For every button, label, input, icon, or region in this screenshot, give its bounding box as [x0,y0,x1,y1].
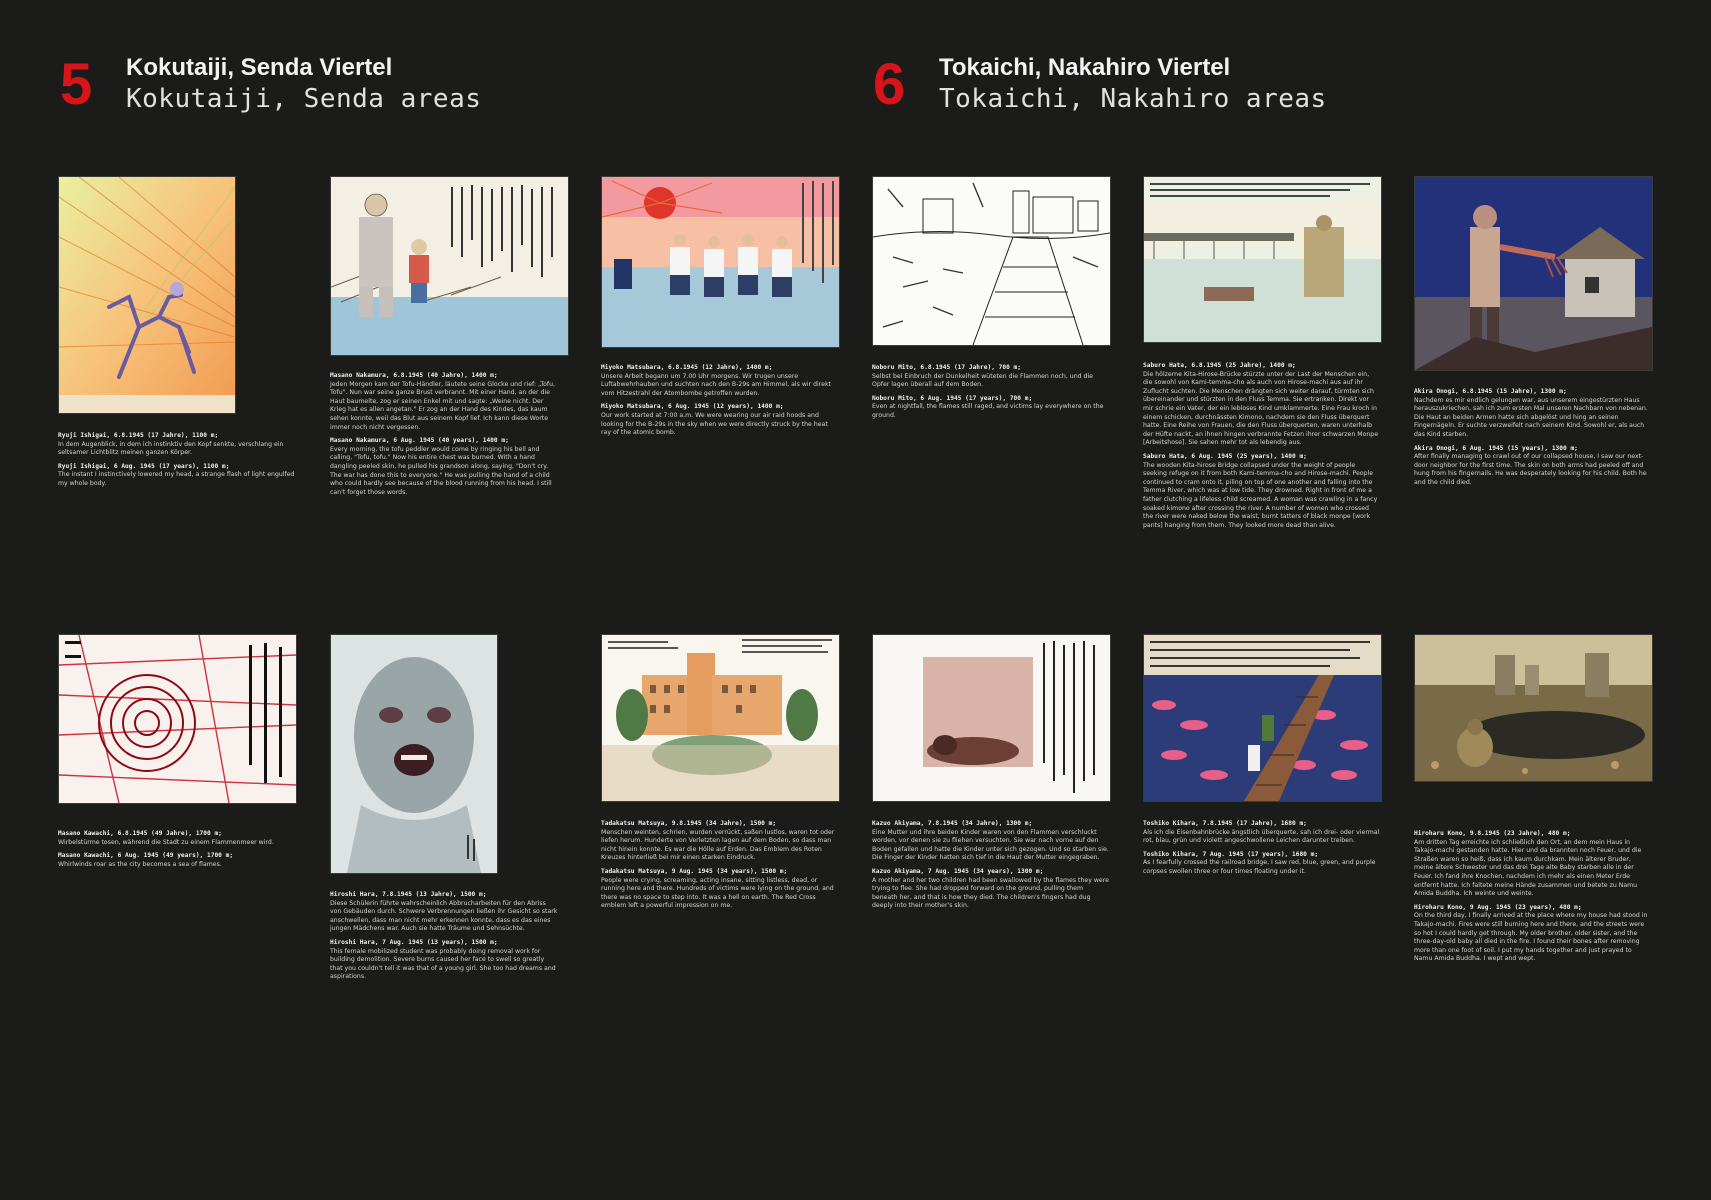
caption-lead-en: Miyoko Matsubara, 6 Aug. 1945 (12 years), 1400 m; [601,403,784,411]
artwork-whirlwind-drawing [58,634,297,804]
section-title-german: Kokutaiji, Senda Viertel [126,54,393,81]
caption-lead-de: Ryuji Ishigai, 6.8.1945 (17 Jahre), 1100 m; [58,432,219,439]
section-header-5 [60,50,660,120]
artwork-bridge-collapse-drawing [1143,176,1382,343]
artwork-praying-ruins-drawing [1414,634,1653,782]
caption-text-de: Selbst bei Einbruch der Dunkelheit wüteten die Flammen noch, und die Opfer lagen überall auf dem Boden. [872,372,1093,389]
section-title-german: Tokaichi, Nakahiro Viertel [939,54,1231,81]
caption-lead-de: Noboru Mito, 6.8.1945 (17 Jahre), 700 m; [872,364,1022,371]
caption-text-de: Diese Schülerin führte wahrscheinlich Abbrucharbeiten für den Abriss von Gebäuden durch. Schwere Verbrennungen ließen ihr Gesicht so stark anschwellen, dass man nicht mehr erkennen konnte, dass es das eines jungen Mädchens war. Auch sie hatte Träume und Sehnsüchte. [330,899,558,933]
caption-text-en: Even at nightfall, the flames still raged, and victims lay everywhere on the ground. [872,403,1104,419]
caption-lead-en: Hiroshi Hara, 7 Aug. 1945 (13 years), 1500 m; [330,938,498,946]
section-header-6 [873,50,1473,120]
caption-text-de: Menschen weinten, schrien, wurden verrückt, saßen lustlos, waren tot oder liefen herum. Hunderte von Verletzten lagen auf dem Boden, so dass man nicht hinein konnte. Es war die Hölle auf Erden. Das Emblem des Roten Kreuzes hinterließ bei mir einen starken Eindruck. [601,828,835,862]
caption [1143,362,1380,535]
caption [601,364,836,443]
caption-text-en: The instant I instinctively lowered my head, a strange flash of light engulfed my whole body. [58,471,295,487]
caption-lead-de: Tadakatsu Matsuya, 9.8.1945 (34 Jahre), 1500 m; [601,820,777,827]
artwork-red-cross-hospital-drawing [601,634,840,802]
artwork-students-heat-ray-drawing [601,176,840,348]
caption-lead-de: Hiroshi Hara, 7.8.1945 (13 Jahre), 1500 m; [330,891,487,898]
caption-text-de: Als ich die Eisenbahnbrücke ängstlich überquerte, sah ich drei- oder viermal rot, blau, grün und violett angeschwollene Leichen darunter treiben. [1143,828,1380,845]
caption-text-en: People were crying, screaming, acting insane, sitting listless, dead, or running here and there. Hundreds of victims were lying on the ground, and there was no space to step into. It was a hell on earth. The Red Cross emblem left a powerful impression on me. [601,876,834,910]
caption-text-en: Whirlwinds roar as the city becomes a sea of flames. [58,860,222,868]
caption-lead-en: Noboru Mito, 6 Aug. 1945 (17 years), 700 m; [872,394,1033,402]
caption [330,372,558,502]
caption [872,364,1109,426]
caption-lead-de: Miyoko Matsubara, 6.8.1945 (12 Jahre), 1400 m; [601,364,773,371]
artwork-running-figure-drawing [58,176,236,414]
caption [1414,388,1652,493]
caption-lead-de: Masano Nakamura, 6.8.1945 (40 Jahre), 1400 m; [330,372,498,379]
caption-text-en: As I fearfully crossed the railroad bridge, I saw red, blue, green, and purple corpses swollen three or four times floating under it. [1143,859,1376,875]
caption-text-en: After finally managing to crawl out of our collapsed house, I saw our next-door neighbor for the first time. The skin on both arms had peeled off and hung from his fingernails. He was desperately looking for his child. Both he and the child died. [1414,453,1647,486]
caption-lead-en: Masano Kawachi, 6 Aug. 1945 (49 years), 1700 m; [58,852,234,860]
artwork-burned-face-drawing [330,634,498,874]
artwork-railroad-bridge-drawing [1143,634,1382,802]
section-title-english: Tokaichi, Nakahiro areas [939,84,1327,114]
caption [601,820,836,916]
caption-lead-de: Masano Kawachi, 6.8.1945 (49 Jahre), 1700 m; [58,830,222,837]
artwork-mother-children-drawing [872,634,1111,802]
caption-lead-en: Kazuo Akiyama, 7 Aug. 1945 (34 years), 1300 m; [872,867,1044,875]
caption-text-de: Jeden Morgen kam der Tofu-Händler, läutete seine Glocke und rief: „Tofu, Tofu". Nun war seine ganze Brust verbrannt. Mit einer Hand, an der die Haut baumelte, zog er seinen Enkel mit und sagte: „Weine nicht. Der Krieg hat es allen angetan." Er zog an der Hand des Kindes, das kaum sehen konnte, weil das Blut aus seinem Kopf lief. Ich kann diese Worte immer noch nicht vergessen. [330,380,555,431]
caption-lead-de: Akira Onogi, 6.8.1945 (15 Jahre), 1300 m; [1414,388,1567,395]
caption [330,891,558,987]
caption [1414,830,1652,969]
section-number: 5 [60,52,93,117]
caption-lead-en: Ryuji Ishigai, 6 Aug. 1945 (17 years), 1100 m; [58,462,230,470]
section-title-english: Kokutaiji, Senda areas [126,84,482,114]
caption-text-de: Wirbelstürme tosen, während die Stadt zu einem Flammenmeer wird. [58,838,274,846]
caption-text-en: This female mobilized student was probably doing removal work for building demolition. Severe burns caused her face to swell so greatly that you couldn't tell it was that of a young girl. She too had dreams and aspirations. [330,947,556,981]
caption-lead-en: Masano Nakamura, 6 Aug. 1945 (40 years), 1400 m; [330,437,509,445]
caption-text-de: Unsere Arbeit begann um 7.00 Uhr morgens. Wir trugen unsere Luftabwehrhauben und suchten nach den B-29s am Himmel, als wir direkt vom Hitzestrahl der Atombombe getroffen wurden. [601,372,831,397]
artwork-burned-city-drawing [872,176,1111,346]
caption [872,820,1109,916]
caption-text-en: The wooden Kita-hirose Bridge collapsed under the weight of people seeking refuge on it from both Kami-temma-cho and Hirose-machi. People continued to cram onto it, piling on top of one another and falling into the Temma River, which was at low tide. They drowned. Right in front of me a father clutching a lifeless child screamed. A woman was crawling in a fancy soaked kimono after crossing the river. A number of women who crossed the river were naked below the waist, burnt tatters of black monpe [work pants] hanging from them. They looked more dead than alive. [1143,461,1378,529]
caption-text-de: Nachdem es mir endlich gelungen war, aus unserem eingestürzten Haus herauszukriechen, sah ich zum ersten Mal unseren Nachbarn von nebenan. Die Haut an beiden Armen hatte sich abgelöst und hing an seinen Fingernägeln. Er suchte verzweifelt nach seinem Kind. Sowohl er, als auch das Kind starben. [1414,396,1648,438]
artwork-neighbor-peeled-skin-drawing [1414,176,1653,371]
caption-text-en: Our work started at 7:00 a.m. We were wearing our air raid hoods and looking for the B-29s in the sky when we were directly struck by the heat ray of the atomic bomb. [601,411,828,437]
caption-lead-en: Hiroharu Kono, 9 Aug. 1945 (23 years), 480 m; [1414,903,1582,911]
artwork-tofu-peddler-drawing [330,176,569,356]
caption-lead-de: Hiroharu Kono, 9.8.1945 (23 Jahre), 480 m; [1414,830,1571,837]
caption [58,432,298,494]
caption-lead-en: Toshiko Kihara, 7 Aug. 1945 (17 years), 1680 m; [1143,850,1319,858]
caption-text-en: On the third day, I finally arrived at the place where my house had stood in Takajo-machi. Fires were still burning here and there, and the streets were so hot I could hardly get through. My older brother, older sister, and the three-day-old baby all died in the fire. I found their bones after removing more than one foot of soil. I put my hands together and just prayed to Namu Amida Buddha. I wept and wept. [1414,912,1648,963]
section-number: 6 [873,52,906,117]
caption-text-en: Every morning, the tofu peddler would come by ringing his bell and calling, "Tofu, tofu." Now his entire chest was burned. With a hand dangling peeled skin, he pulled his grandson along, saying, "Don't cry. The war has done this to everyone." He was pulling the hand of a child who could hardly see because of the blood running from his head. I still can't forget those words. [330,445,552,496]
caption [1143,820,1380,882]
caption-text-de: Die hölzerne Kita-Hirose-Brücke stürzte unter der Last der Menschen ein, die sowohl von Kami-temma-cho als auch von Hirose-machi aus auf ihr Zuflucht suchten. Die Menschen drängten sich weiter darauf, türmten sich übereinander und stürzten in den Fluss Temma. Sie ertranken. Direkt vor mir schrie ein Vater, der ein lebloses Kind umklammerte. Eine Frau kroch in einem schicken, durchnässten Kimono, nachdem sie den Fluss überquert hatte. Eine Reihe von Frauen, die den Fluss überquerten, waren unterhalb der Hüfte nackt, an ihnen hingen verbrannte Fetzen ihrer schwarzen Monpe [Arbeitshose]. Sie sahen mehr tot als lebendig aus. [1143,370,1379,447]
caption-text-de: Eine Mutter und ihre beiden Kinder waren von den Flammen verschluckt worden, vor denen sie zu fliehen versuchten. Sie war nach vorne auf den Boden gefallen und hatte die Kinder unter sich gezogen. Und so starben sie. Die Finger der Kinder hatten sich tief in die Haut der Mutter eingegraben. [872,828,1109,862]
caption-lead-en: Saburo Hata, 6 Aug. 1945 (25 years), 1400 m; [1143,452,1307,460]
caption-text-de: Am dritten Tag erreichte ich schließlich den Ort, an dem mein Haus in Takajo-machi gestanden hatte. Hier und da brannten noch Feuer, und die Straßen waren so heiß, dass ich kaum durchkam. Mein älterer Bruder, meine ältere Schwester und das drei Tage alte Baby starben alle in der Feuer. Ich fand ihre Knochen, nachdem ich mehr als einen Meter Erde entfernt hatte. Ich faltete meine Hände zusammen und betete zu Namu Amida Buddha. Ich weinte und weinte. [1414,838,1642,898]
caption-lead-de: Toshiko Kihara, 7.8.1945 (17 Jahre), 1680 m; [1143,820,1307,827]
caption-lead-de: Saburo Hata, 6.8.1945 (25 Jahre), 1400 m; [1143,362,1296,369]
caption-lead-de: Kazuo Akiyama, 7.8.1945 (34 Jahre), 1300 m; [872,820,1033,827]
caption-lead-en: Tadakatsu Matsuya, 9 Aug. 1945 (34 years), 1500 m; [601,867,788,875]
caption-lead-en: Akira Onogi, 6 Aug. 1945 (15 years), 1300 m; [1414,444,1578,452]
caption-text-de: In dem Augenblick, in dem ich instinktiv den Kopf senkte, verschlang ein seltsamer Lichtblitz meinen ganzen Körper. [58,440,284,457]
caption-text-en: A mother and her two children had been swallowed by the flames they were trying to flee. She had dropped forward on the ground, pulling them beneath her, and that is how they died. The children's fingers had dug deeply into their mother's skin. [872,876,1109,910]
caption [58,830,298,874]
